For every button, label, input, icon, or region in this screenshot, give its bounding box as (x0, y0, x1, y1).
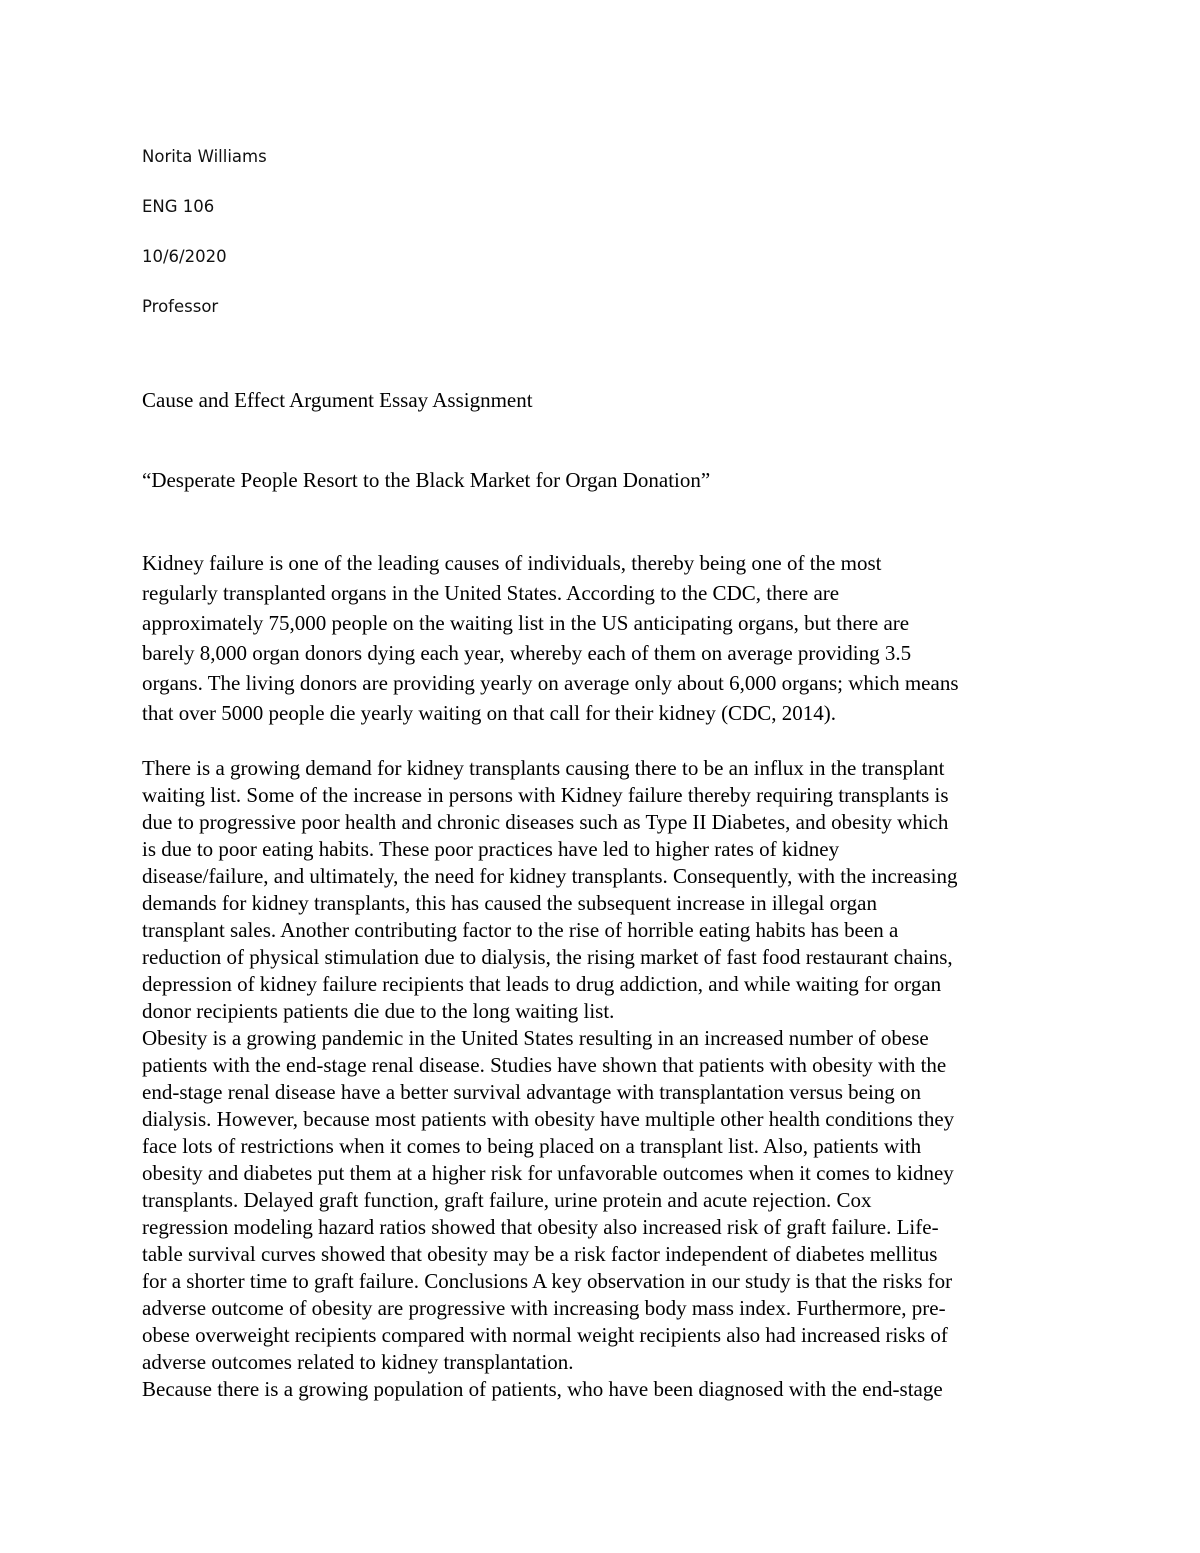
author-name: Norita Williams (142, 147, 267, 166)
paragraph-line: due to progressive poor health and chronic diseases such as Type II Diabetes, and obesity which (142, 810, 949, 834)
paragraph-line: waiting list. Some of the increase in persons with Kidney failure thereby requiring transplants is (142, 783, 949, 807)
paragraph-line: transplants. Delayed graft function, graft failure, urine protein and acute rejection. Cox (142, 1188, 872, 1212)
paragraph-line: for a shorter time to graft failure. Conclusions A key observation in our study is that the risks for (142, 1269, 953, 1293)
paragraph-line: that over 5000 people die yearly waiting on that call for their kidney (CDC, 2014). (142, 701, 836, 725)
paragraph-line: regularly transplanted organs in the United States. According to the CDC, there are (142, 581, 840, 605)
paragraph-line: patients with the end-stage renal disease. Studies have shown that patients with obesity with the (142, 1053, 947, 1077)
paragraph-line: depression of kidney failure recipients that leads to drug addiction, and while waiting for organ (142, 972, 942, 996)
paragraph-line: Because there is a growing population of patients, who have been diagnosed with the end-stage (142, 1377, 943, 1401)
paragraph-line: transplant sales. Another contributing factor to the rise of horrible eating habits has been a (142, 918, 899, 942)
essay-date: 10/6/2020 (142, 247, 227, 266)
course-code: ENG 106 (142, 197, 215, 216)
paragraph-line: approximately 75,000 people on the waiting list in the US anticipating organs, but there are (142, 611, 910, 635)
paragraph-line: dialysis. However, because most patients with obesity have multiple other health conditions they (142, 1107, 955, 1131)
paragraph-line: disease/failure, and ultimately, the need for kidney transplants. Consequently, with the increasing (142, 864, 958, 888)
paragraph-2 (142, 755, 1072, 1403)
paragraph-line: Obesity is a growing pandemic in the United States resulting in an increased number of obese (142, 1026, 929, 1050)
paragraph-line: adverse outcome of obesity are progressive with increasing body mass index. Furthermore, pre- (142, 1296, 946, 1320)
instructor-name: Professor (142, 297, 219, 316)
paragraph-1 (142, 548, 1072, 728)
paragraph-line: obesity and diabetes put them at a higher risk for unfavorable outcomes when it comes to kidney (142, 1161, 954, 1185)
paragraph-line: reduction of physical stimulation due to dialysis, the rising market of fast food restaurant chains, (142, 945, 953, 969)
paragraph-line: adverse outcomes related to kidney transplantation. (142, 1350, 574, 1374)
paragraph-line: is due to poor eating habits. These poor practices have led to higher rates of kidney (142, 837, 840, 861)
paragraph-line: demands for kidney transplants, this has caused the subsequent increase in illegal organ (142, 891, 877, 915)
paragraph-line: There is a growing demand for kidney transplants causing there to be an influx in the transplant (142, 756, 945, 780)
paragraph-line: regression modeling hazard ratios showed that obesity also increased risk of graft failure. Life- (142, 1215, 939, 1239)
assignment-title: Cause and Effect Argument Essay Assignment (142, 388, 533, 412)
paragraph-line: barely 8,000 organ donors dying each year, whereby each of them on average providing 3.5 (142, 641, 912, 665)
paragraph-line: Kidney failure is one of the leading causes of individuals, thereby being one of the most (142, 551, 882, 575)
paragraph-line: end-stage renal disease have a better survival advantage with transplantation versus being on (142, 1080, 922, 1104)
essay-title: “Desperate People Resort to the Black Market for Organ Donation” (142, 468, 711, 492)
essay-header (142, 145, 742, 345)
paragraph-line: face lots of restrictions when it comes to being placed on a transplant list. Also, patients with (142, 1134, 922, 1158)
paragraph-line: obese overweight recipients compared with normal weight recipients also had increased risks of (142, 1323, 948, 1347)
paragraph-line: donor recipients patients die due to the long waiting list. (142, 999, 615, 1023)
paragraph-line: organs. The living donors are providing yearly on average only about 6,000 organs; which means (142, 671, 959, 695)
paragraph-line: table survival curves showed that obesity may be a risk factor independent of diabetes mellitus (142, 1242, 938, 1266)
